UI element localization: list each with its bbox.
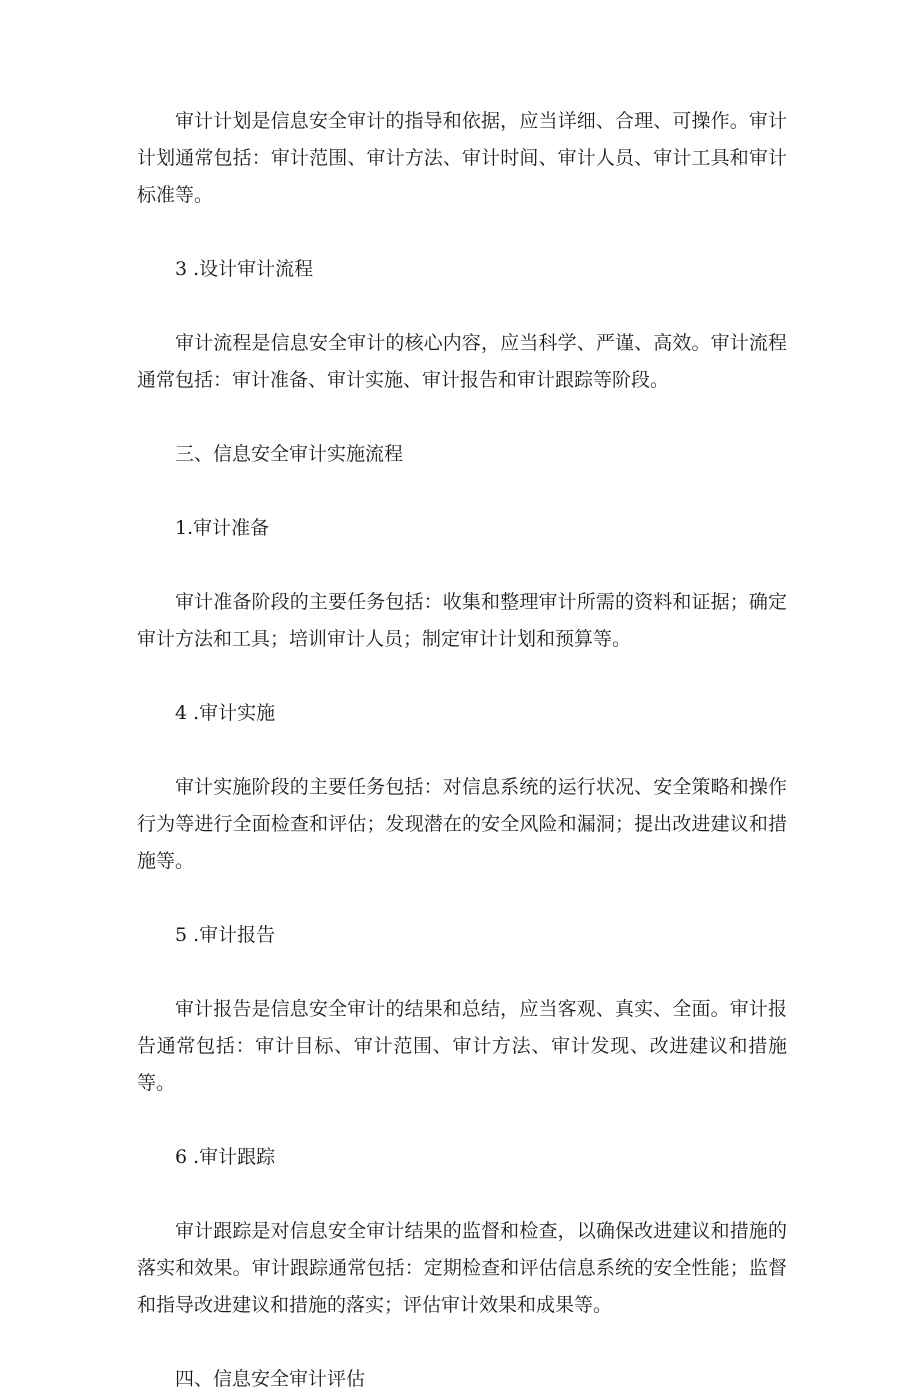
section-heading-evaluation: 四、信息安全审计评估	[175, 1368, 366, 1390]
paragraph-audit-process: 审计流程是信息安全审计的核心内容，应当科学、严谨、高效。审计流程通常包括：审计准备、审计实施、审计报告和审计跟踪等阶段。	[137, 332, 787, 391]
document-body	[137, 103, 787, 1398]
heading-design-audit-process: 3 .设计审计流程	[175, 258, 314, 280]
paragraph-audit-tracking: 审计跟踪是对信息安全审计结果的监督和检查，以确保改进建议和措施的落实和效果。审计跟踪通常包括：定期检查和评估信息系统的安全性能；监督和指导改进建议和措施的落实；评估审计效果和成果等。	[137, 1220, 787, 1316]
paragraph-audit-plan: 审计计划是信息安全审计的指导和依据，应当详细、合理、可操作。审计计划通常包括：审计范围、审计方法、审计时间、审计人员、审计工具和审计标准等。	[137, 110, 787, 206]
heading-audit-report: 5 .审计报告	[175, 924, 276, 946]
section-heading-implementation: 三、信息安全审计实施流程	[175, 443, 404, 465]
paragraph-audit-report: 审计报告是信息安全审计的结果和总结，应当客观、真实、全面。审计报告通常包括：审计目标、审计范围、审计方法、审计发现、改进建议和措施等。	[137, 998, 787, 1094]
heading-audit-preparation: 1.审计准备	[175, 517, 270, 539]
paragraph-audit-preparation: 审计准备阶段的主要任务包括：收集和整理审计所需的资料和证据；确定审计方法和工具；培训审计人员；制定审计计划和预算等。	[137, 591, 787, 650]
heading-audit-tracking: 6 .审计跟踪	[175, 1146, 276, 1168]
paragraph-audit-implementation: 审计实施阶段的主要任务包括：对信息系统的运行状况、安全策略和操作行为等进行全面检查和评估；发现潜在的安全风险和漏洞；提出改进建议和措施等。	[137, 776, 787, 872]
heading-audit-implementation: 4 .审计实施	[175, 702, 276, 724]
